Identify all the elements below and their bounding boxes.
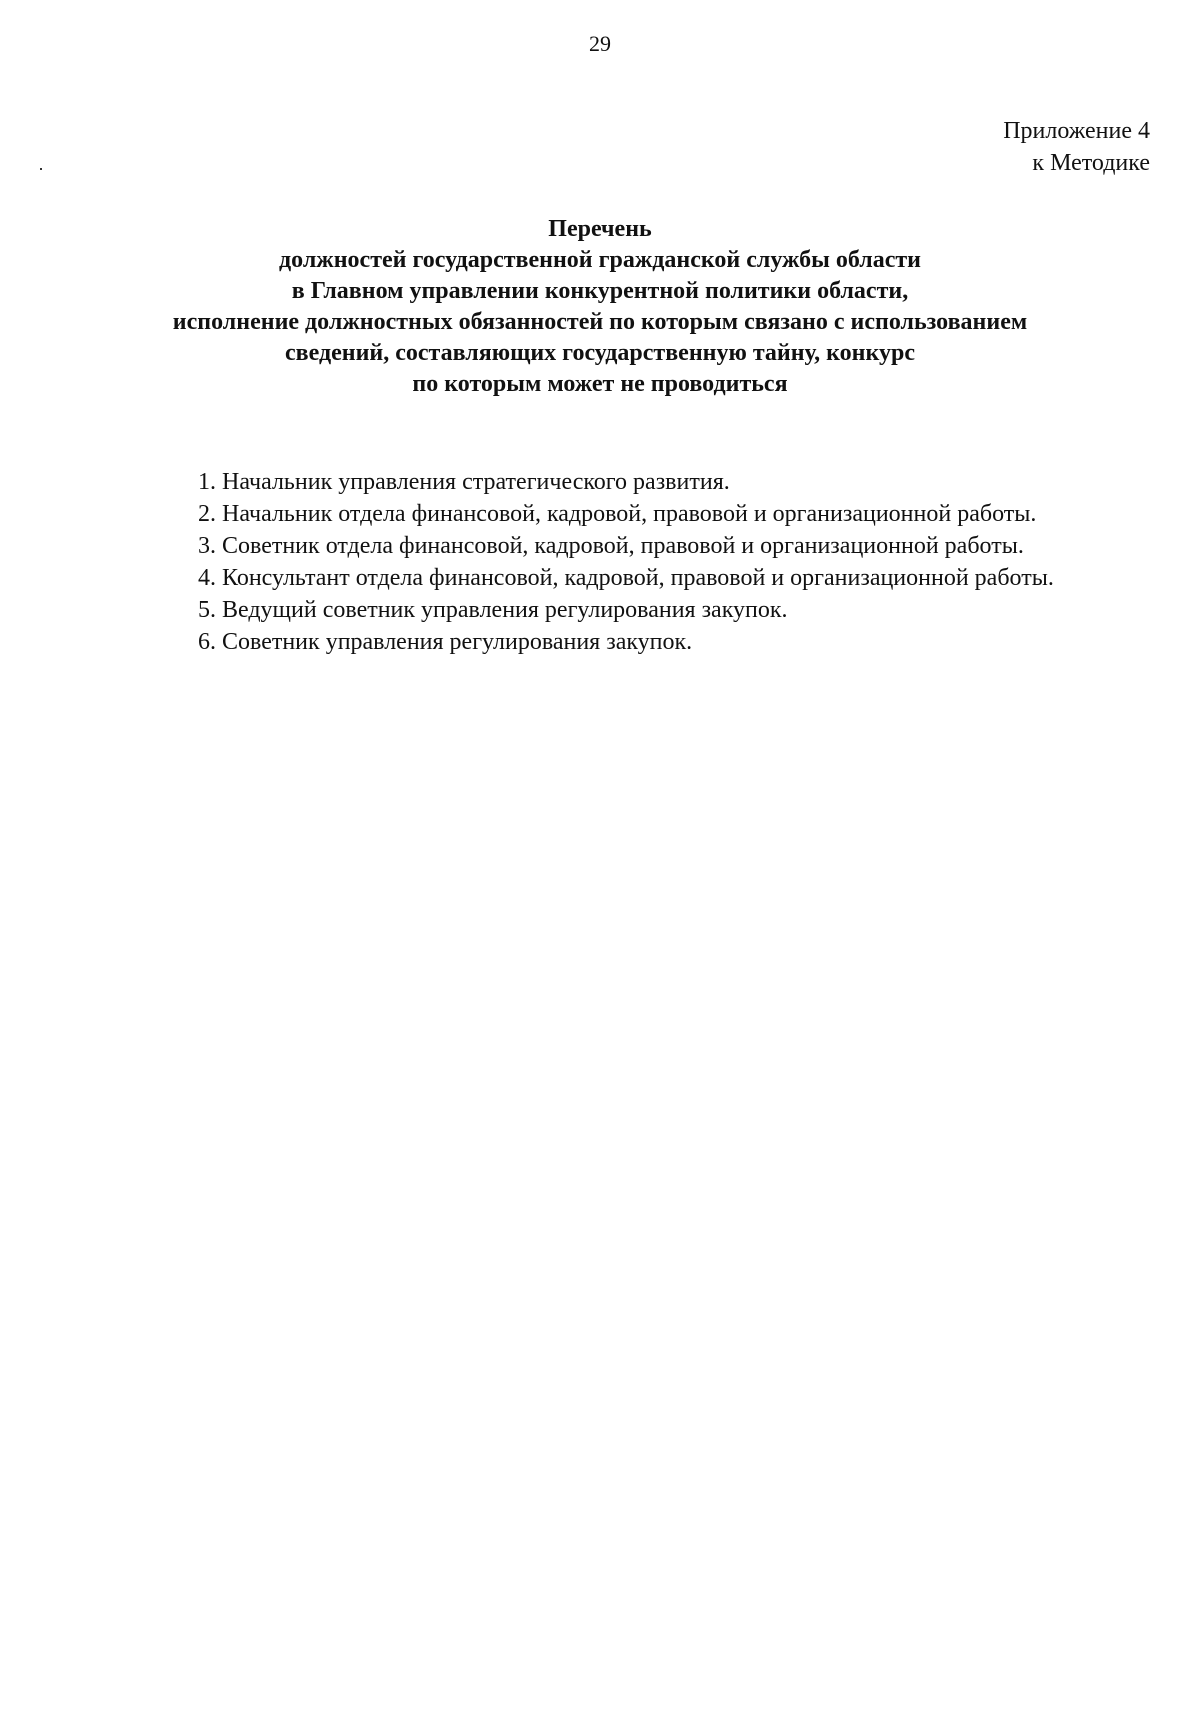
item-number: 3. <box>198 533 216 559</box>
title-line-3: в Главном управлении конкурентной политики области, <box>291 278 909 304</box>
page-number: 29 <box>589 31 611 56</box>
item-text: Ведущий советник управления регулирования закупок. <box>222 597 788 623</box>
list-item <box>128 626 1150 658</box>
appendix-line-1: Приложение 4 <box>1003 118 1150 144</box>
title-line-5: сведений, составляющих государственную тайну, конкурс <box>285 340 915 366</box>
item-text: Консультант отдела финансовой, кадровой, правовой и организационной работы. <box>222 565 1054 591</box>
list-item <box>128 498 1150 530</box>
position-list <box>128 466 1150 658</box>
title-line-6: по которым может не проводиться <box>412 371 788 397</box>
title-line-2: должностей государственной гражданской службы области <box>279 247 921 273</box>
appendix-line-2: к Методике <box>1032 150 1150 176</box>
list-item <box>128 562 1150 594</box>
item-text: Начальник управления стратегического развития. <box>222 469 730 495</box>
item-text: Начальник отдела финансовой, кадровой, правовой и организационной работы. <box>222 501 1037 527</box>
item-number: 1. <box>198 469 216 495</box>
item-number: 4. <box>198 565 216 591</box>
list-item <box>128 530 1150 562</box>
item-text: Советник управления регулирования закупок. <box>222 629 693 655</box>
list-item <box>128 594 1150 626</box>
title-line-1: Перечень <box>548 216 652 242</box>
title-line-4: исполнение должностных обязанностей по которым связано с использованием <box>172 309 1028 335</box>
item-number: 2. <box>198 501 216 527</box>
scan-speck <box>40 168 42 170</box>
item-number: 5. <box>198 597 216 623</box>
list-item <box>128 466 1150 498</box>
document-title <box>60 214 1140 400</box>
item-text: Советник отдела финансовой, кадровой, правовой и организационной работы. <box>222 533 1024 559</box>
item-number: 6. <box>198 629 216 655</box>
appendix-reference <box>1003 115 1150 179</box>
